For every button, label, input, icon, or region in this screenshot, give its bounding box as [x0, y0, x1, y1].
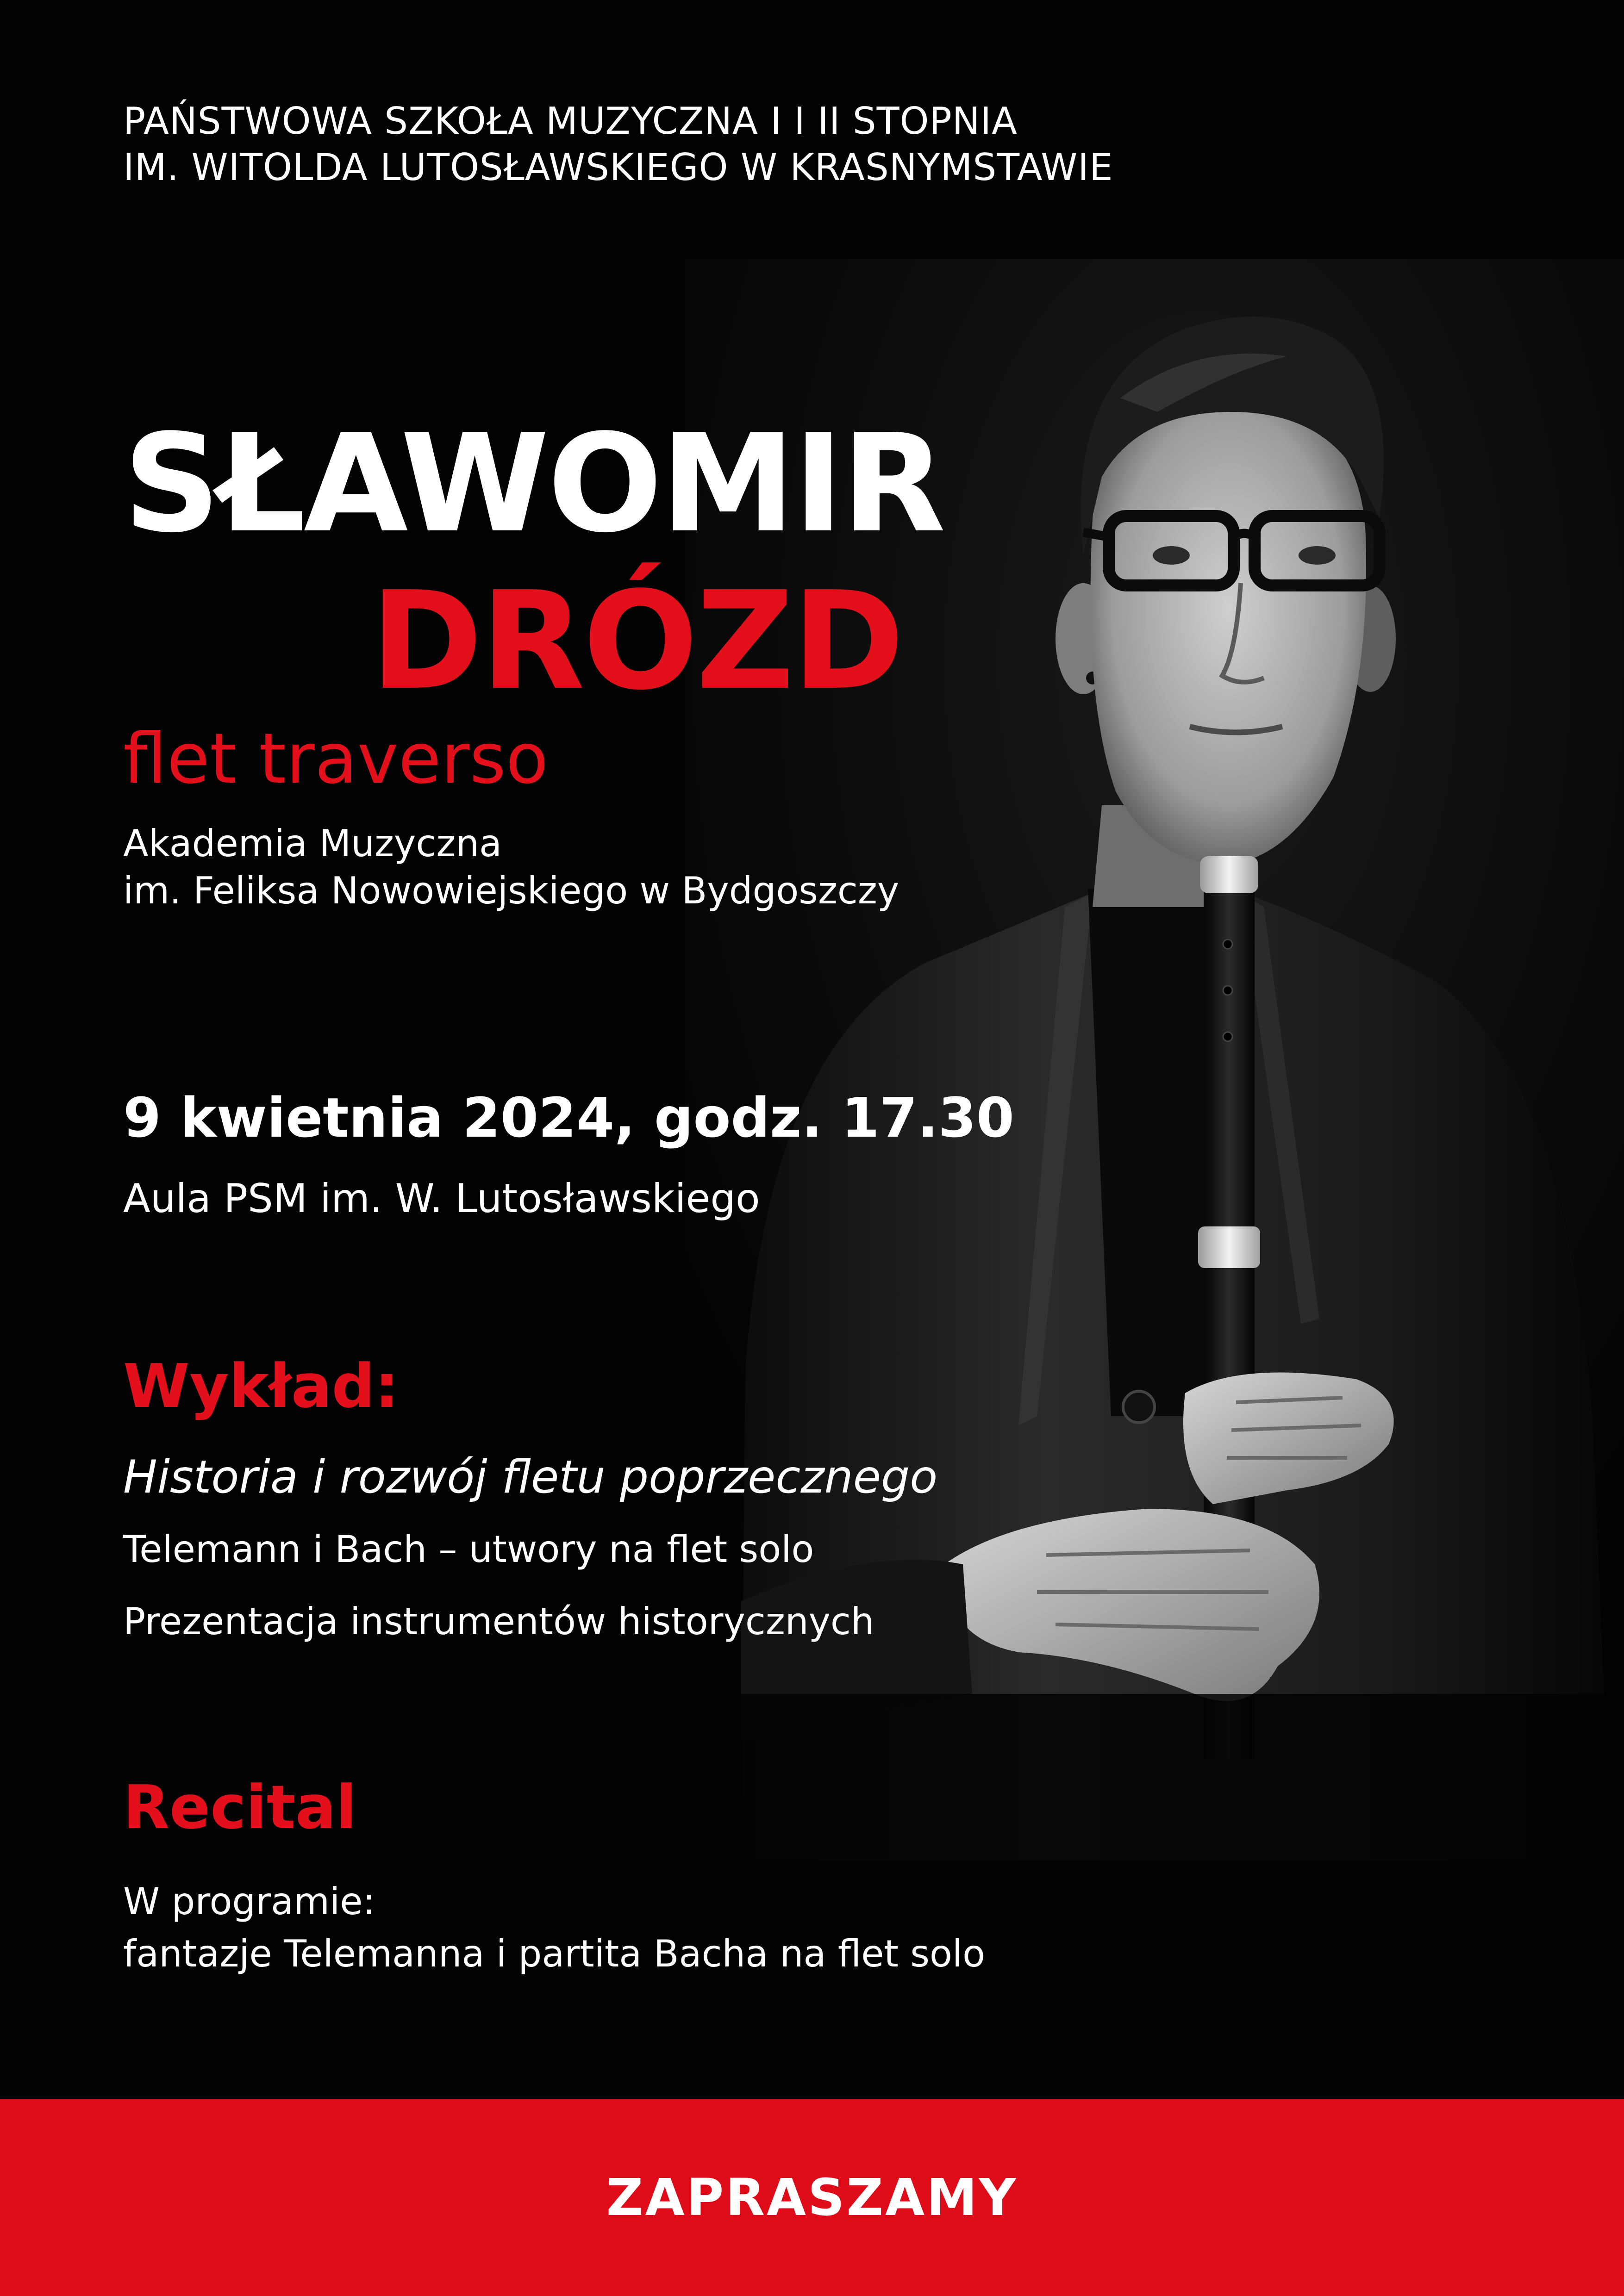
lecture-item: Telemann i Bach – utwory na flet solo: [123, 1528, 814, 1571]
school-name-line-2: IM. WITOLDA LUTOSŁAWSKIEGO W KRASNYMSTAWIE: [123, 146, 1113, 189]
recital-heading: Recital: [123, 1772, 357, 1842]
artist-instrument: flet traverso: [123, 719, 549, 799]
lecture-heading: Wykład:: [123, 1351, 399, 1421]
artist-affiliation-line-1: Akademia Muzyczna: [123, 822, 502, 865]
recital-program-details: fantazje Telemanna i partita Bacha na flet solo: [123, 1932, 986, 1975]
artist-last-name: DRÓZD: [370, 562, 903, 720]
invitation-label: ZAPRASZAMY: [606, 2168, 1018, 2227]
recital-program-label: W programie:: [123, 1880, 375, 1923]
artist-affiliation-line-2: im. Feliksa Nowowiejskiego w Bydgoszczy: [123, 869, 899, 912]
event-venue: Aula PSM im. W. Lutosławskiego: [123, 1176, 760, 1222]
artist-first-name: SŁAWOMIR: [123, 405, 944, 562]
lecture-title: Historia i rozwój fletu poprzecznego: [123, 1451, 938, 1504]
invitation-banner: [0, 2099, 1624, 2296]
school-name-line-1: PAŃSTWOWA SZKOŁA MUZYCZNA I I II STOPNIA: [123, 100, 1018, 143]
event-date-time: 9 kwietnia 2024, godz. 17.30: [123, 1086, 1014, 1150]
lecture-item: Prezentacja instrumentów historycznych: [123, 1600, 874, 1643]
